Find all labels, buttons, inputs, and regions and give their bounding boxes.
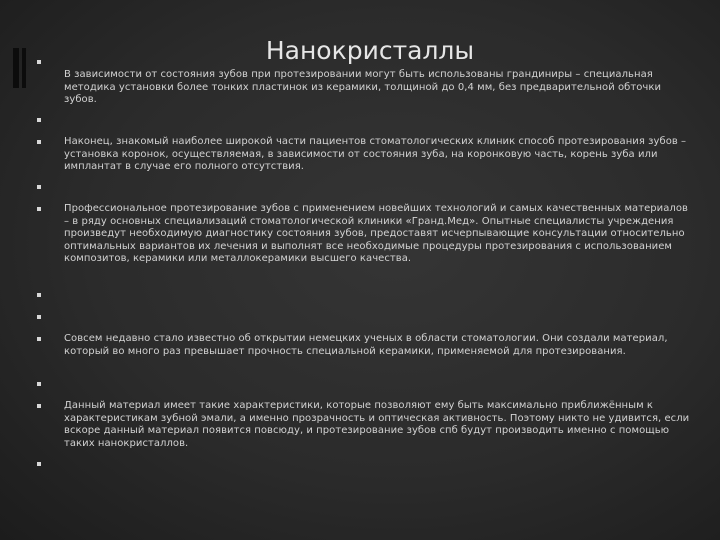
- paragraph-3: Профессиональное протезирование зубов с применением новейших технологий и самых качественных материалов – в ряду основных специализаций стоматологической клиники «Гранд.Мед». Опытные специалисты учреждения произведут необходимую диагностику состояния зубов, предоставят исчерпывающие консультации относительно оптимальных вариантов их лечения и выполнят все необходимые процедуры протезирования с использованием композитов, керамики или металлокерамики высшего качества.: [64, 203, 688, 264]
- paragraph-4: Совсем недавно стало известно об открытии немецких ученых в области стоматологии. Они создали материал, который во много раз превышает прочность специальной керамики, применяемой для протезирования.: [64, 333, 668, 357]
- slide-title: Нанокристаллы: [265, 36, 475, 65]
- bullet-empty: [37, 315, 41, 319]
- bullet-empty: [37, 185, 41, 189]
- bullet-5: [37, 404, 41, 408]
- bullet-empty: [37, 118, 41, 122]
- bullet-3: [37, 207, 41, 211]
- bullet-empty: [37, 382, 41, 386]
- paragraph-5: Данный материал имеет такие характеристики, которые позволяют ему быть максимально приближённым к характеристикам зубной эмали, а именно прозрачность и оптическая активность. Поэтому никто не удивится, если вскоре данный материал появится повсюду, и протезирование зубов спб будут производить именно с помощью таких нанокристаллов.: [64, 400, 690, 449]
- paragraph-2: Наконец, знакомый наиболее широкой части пациентов стоматологических клиник способ протезирования зубов – установка коронок, осуществляемая, в зависимости от состояния зуба, на коронковую часть, корень зуба или имплантат в случае его полного отсутствия.: [64, 136, 687, 172]
- bullet-1: [37, 60, 41, 64]
- bullet-empty: [37, 293, 41, 297]
- paragraph-1: В зависимости от состояния зубов при протезировании могут быть использованы грандиниры – специальная методика установки более тонких пластинок из керамики, толщиной до 0,4 мм, без предварительной обточки зубов.: [64, 69, 662, 105]
- bullet-2: [37, 140, 41, 144]
- bullet-4: [37, 337, 41, 341]
- bullet-empty: [37, 462, 41, 466]
